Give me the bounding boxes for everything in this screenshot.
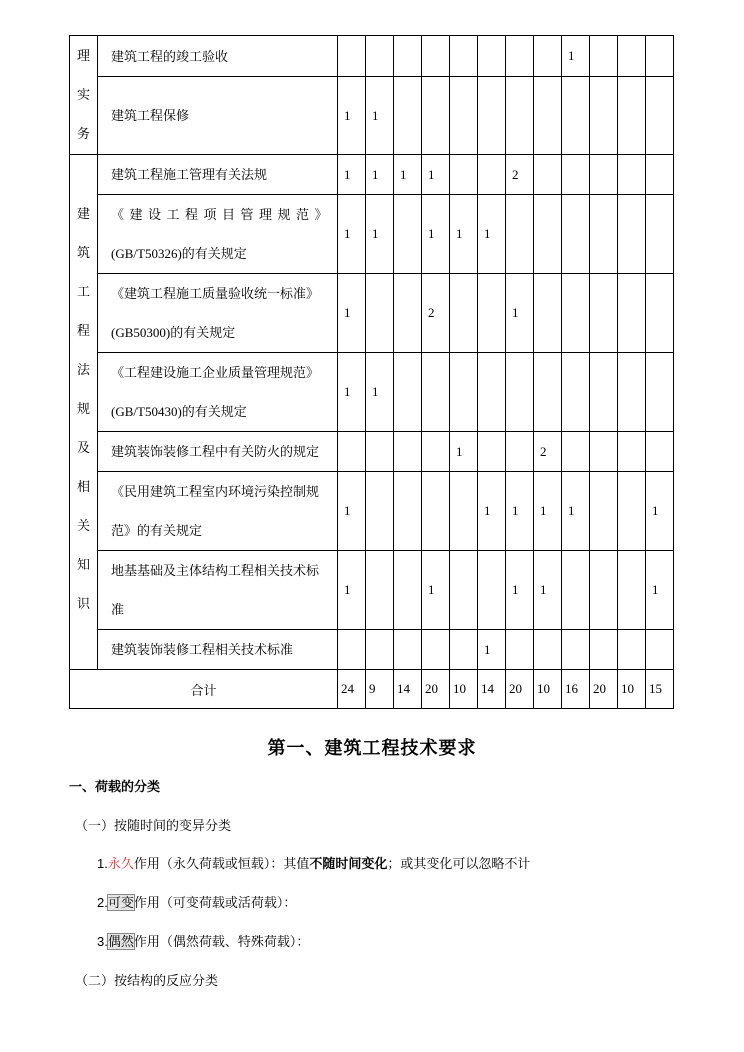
count-cell xyxy=(590,630,618,670)
total-cell: 10 xyxy=(450,670,478,709)
exam-distribution-table xyxy=(69,35,674,709)
item-text: 《建设工程项目管理规范》 xyxy=(111,207,334,222)
count-cell: 1 xyxy=(562,36,590,77)
count-cell xyxy=(366,630,394,670)
item-text: 准 xyxy=(111,602,125,617)
table-row xyxy=(70,353,674,432)
count-cell: 1 xyxy=(478,195,506,274)
category-char: 筑 xyxy=(76,245,90,260)
table-row xyxy=(70,630,674,670)
count-cell: 1 xyxy=(562,472,590,551)
count-cell xyxy=(450,551,478,630)
count-cell: 1 xyxy=(506,274,534,353)
item-text: 建筑装饰装修工程中有关防火的规定 xyxy=(111,444,320,459)
count-cell xyxy=(618,274,646,353)
count-cell xyxy=(478,77,506,155)
count-cell xyxy=(562,77,590,155)
chapter-heading: 第一、建筑工程技术要求 xyxy=(267,738,477,759)
count-cell xyxy=(450,36,478,77)
item-cell xyxy=(98,353,338,432)
count-cell xyxy=(338,432,366,472)
item-text: 建筑装饰装修工程相关技术标准 xyxy=(111,642,294,657)
count-cell: 1 xyxy=(338,155,366,195)
count-cell xyxy=(618,195,646,274)
item-cell xyxy=(98,551,338,630)
count-cell xyxy=(450,472,478,551)
count-cell xyxy=(646,353,674,432)
count-cell xyxy=(450,155,478,195)
count-cell xyxy=(394,36,422,77)
category-cell xyxy=(70,36,98,155)
count-cell xyxy=(618,36,646,77)
count-cell xyxy=(590,195,618,274)
count-cell xyxy=(478,36,506,77)
table-row xyxy=(70,551,674,630)
count-cell xyxy=(450,274,478,353)
category-char: 理 xyxy=(76,48,90,63)
item-cell xyxy=(98,195,338,274)
count-cell xyxy=(506,353,534,432)
count-cell: 1 xyxy=(338,77,366,155)
count-cell: 1 xyxy=(338,472,366,551)
count-cell xyxy=(646,77,674,155)
item-text: (GB50300)的有关规定 xyxy=(111,325,236,340)
count-cell xyxy=(590,274,618,353)
table-row xyxy=(70,77,674,155)
item-cell xyxy=(98,432,338,472)
count-cell xyxy=(646,274,674,353)
list-item-3: 3.偶然作用（偶然荷载、特殊荷载）： xyxy=(97,934,310,949)
item-text: 《建筑工程施工质量验收统一标准》 xyxy=(111,286,320,301)
count-cell xyxy=(562,630,590,670)
list-item-2: 2.可变作用（可变荷载或活荷载）： xyxy=(97,895,297,910)
count-cell xyxy=(534,353,562,432)
count-cell xyxy=(422,630,450,670)
subsection-2: （二）按结构的反应分类 xyxy=(75,973,219,988)
total-cell: 10 xyxy=(618,670,646,709)
count-cell xyxy=(422,77,450,155)
count-cell: 2 xyxy=(422,274,450,353)
count-cell xyxy=(506,630,534,670)
category-char: 及 xyxy=(76,440,90,455)
count-cell xyxy=(394,274,422,353)
count-cell xyxy=(590,432,618,472)
item-text: (GB/T50430)的有关规定 xyxy=(111,404,247,419)
count-cell xyxy=(478,551,506,630)
count-cell: 1 xyxy=(478,630,506,670)
count-cell: 1 xyxy=(366,195,394,274)
count-cell xyxy=(618,432,646,472)
item-text: 《民用建筑工程室内环境污染控制规 xyxy=(111,484,320,499)
count-cell: 1 xyxy=(338,195,366,274)
count-cell xyxy=(646,630,674,670)
item-text: (GB/T50326)的有关规定 xyxy=(111,246,247,261)
count-cell xyxy=(394,195,422,274)
count-cell xyxy=(562,353,590,432)
count-cell xyxy=(422,353,450,432)
table-row xyxy=(70,195,674,274)
total-cell: 15 xyxy=(646,670,674,709)
total-cell: 20 xyxy=(506,670,534,709)
count-cell: 1 xyxy=(450,432,478,472)
count-cell xyxy=(534,155,562,195)
table-row xyxy=(70,472,674,551)
count-cell: 1 xyxy=(366,77,394,155)
item-cell xyxy=(98,472,338,551)
count-cell: 1 xyxy=(422,195,450,274)
count-cell: 1 xyxy=(338,274,366,353)
category-char: 关 xyxy=(76,518,90,533)
count-cell xyxy=(618,630,646,670)
item-text: 《工程建设施工企业质量管理规范》 xyxy=(111,365,320,380)
total-label: 合计 xyxy=(70,670,338,709)
count-cell xyxy=(506,195,534,274)
count-cell xyxy=(478,353,506,432)
total-cell: 9 xyxy=(366,670,394,709)
count-cell xyxy=(506,432,534,472)
count-cell xyxy=(366,432,394,472)
table-row xyxy=(70,432,674,472)
count-cell xyxy=(394,551,422,630)
table-row xyxy=(70,36,674,77)
count-cell xyxy=(450,77,478,155)
item-cell xyxy=(98,630,338,670)
total-cell: 14 xyxy=(394,670,422,709)
count-cell xyxy=(366,36,394,77)
category-char: 务 xyxy=(76,126,90,141)
table-row xyxy=(70,155,674,195)
item-cell xyxy=(98,155,338,195)
category-char: 知 xyxy=(76,557,90,572)
count-cell xyxy=(646,195,674,274)
total-cell: 16 xyxy=(562,670,590,709)
count-cell xyxy=(394,432,422,472)
count-cell xyxy=(394,353,422,432)
count-cell xyxy=(366,472,394,551)
count-cell xyxy=(562,274,590,353)
count-cell xyxy=(590,472,618,551)
category-char: 规 xyxy=(76,401,90,416)
count-cell: 1 xyxy=(534,551,562,630)
count-cell: 1 xyxy=(506,472,534,551)
count-cell: 1 xyxy=(534,472,562,551)
count-cell xyxy=(562,551,590,630)
section-heading: 一、荷载的分类 xyxy=(69,779,161,794)
count-cell xyxy=(338,36,366,77)
count-cell xyxy=(618,472,646,551)
category-char: 工 xyxy=(76,284,90,299)
count-cell xyxy=(562,155,590,195)
count-cell: 1 xyxy=(338,551,366,630)
count-cell xyxy=(534,77,562,155)
count-cell xyxy=(422,36,450,77)
count-cell xyxy=(590,155,618,195)
count-cell xyxy=(422,432,450,472)
category-char: 实 xyxy=(76,87,90,102)
count-cell xyxy=(394,77,422,155)
category-char: 识 xyxy=(76,596,90,611)
total-cell: 20 xyxy=(422,670,450,709)
count-cell xyxy=(534,195,562,274)
count-cell xyxy=(366,274,394,353)
list-item-1: 1.永久作用（永久荷载或恒载）：其值不随时间变化；或其变化可以忽略不计 xyxy=(97,856,531,871)
count-cell xyxy=(562,195,590,274)
total-cell: 10 xyxy=(534,670,562,709)
count-cell xyxy=(646,432,674,472)
total-cell: 14 xyxy=(478,670,506,709)
item-cell xyxy=(98,77,338,155)
count-cell xyxy=(618,77,646,155)
count-cell: 1 xyxy=(646,472,674,551)
count-cell: 1 xyxy=(478,472,506,551)
count-cell xyxy=(394,630,422,670)
count-cell: 1 xyxy=(366,155,394,195)
category-char: 程 xyxy=(76,323,90,338)
count-cell xyxy=(646,155,674,195)
count-cell: 1 xyxy=(506,551,534,630)
count-cell xyxy=(590,36,618,77)
count-cell xyxy=(618,353,646,432)
count-cell xyxy=(534,36,562,77)
item-text: 建筑工程施工管理有关法规 xyxy=(111,167,268,182)
count-cell: 1 xyxy=(338,353,366,432)
count-cell xyxy=(590,353,618,432)
count-cell xyxy=(590,551,618,630)
item-text: 建筑工程保修 xyxy=(111,108,190,123)
item-text: 地基基础及主体结构工程相关技术标 xyxy=(111,563,320,578)
count-cell: 1 xyxy=(450,195,478,274)
count-cell xyxy=(534,630,562,670)
count-cell xyxy=(422,472,450,551)
count-cell xyxy=(506,36,534,77)
count-cell xyxy=(618,551,646,630)
item-cell xyxy=(98,274,338,353)
count-cell xyxy=(478,432,506,472)
count-cell: 1 xyxy=(394,155,422,195)
subsection-1: （一）按随时间的变异分类 xyxy=(75,818,232,833)
count-cell xyxy=(478,274,506,353)
count-cell: 2 xyxy=(506,155,534,195)
count-cell: 2 xyxy=(534,432,562,472)
total-cell: 24 xyxy=(338,670,366,709)
count-cell xyxy=(366,551,394,630)
count-cell xyxy=(646,36,674,77)
total-row xyxy=(70,670,674,709)
table-row xyxy=(70,274,674,353)
count-cell xyxy=(338,630,366,670)
category-char: 相 xyxy=(76,479,90,494)
count-cell xyxy=(506,77,534,155)
count-cell xyxy=(450,630,478,670)
total-cell: 20 xyxy=(590,670,618,709)
count-cell xyxy=(562,432,590,472)
count-cell xyxy=(394,472,422,551)
category-char: 建 xyxy=(76,206,90,221)
count-cell xyxy=(534,274,562,353)
count-cell xyxy=(478,155,506,195)
count-cell xyxy=(618,155,646,195)
count-cell xyxy=(590,77,618,155)
count-cell: 1 xyxy=(422,155,450,195)
count-cell xyxy=(450,353,478,432)
item-text: 范》的有关规定 xyxy=(111,523,203,538)
count-cell: 1 xyxy=(422,551,450,630)
item-cell xyxy=(98,36,338,77)
category-cell xyxy=(70,155,98,670)
count-cell: 1 xyxy=(366,353,394,432)
count-cell: 1 xyxy=(646,551,674,630)
item-text: 建筑工程的竣工验收 xyxy=(111,48,229,64)
category-char: 法 xyxy=(76,362,90,377)
